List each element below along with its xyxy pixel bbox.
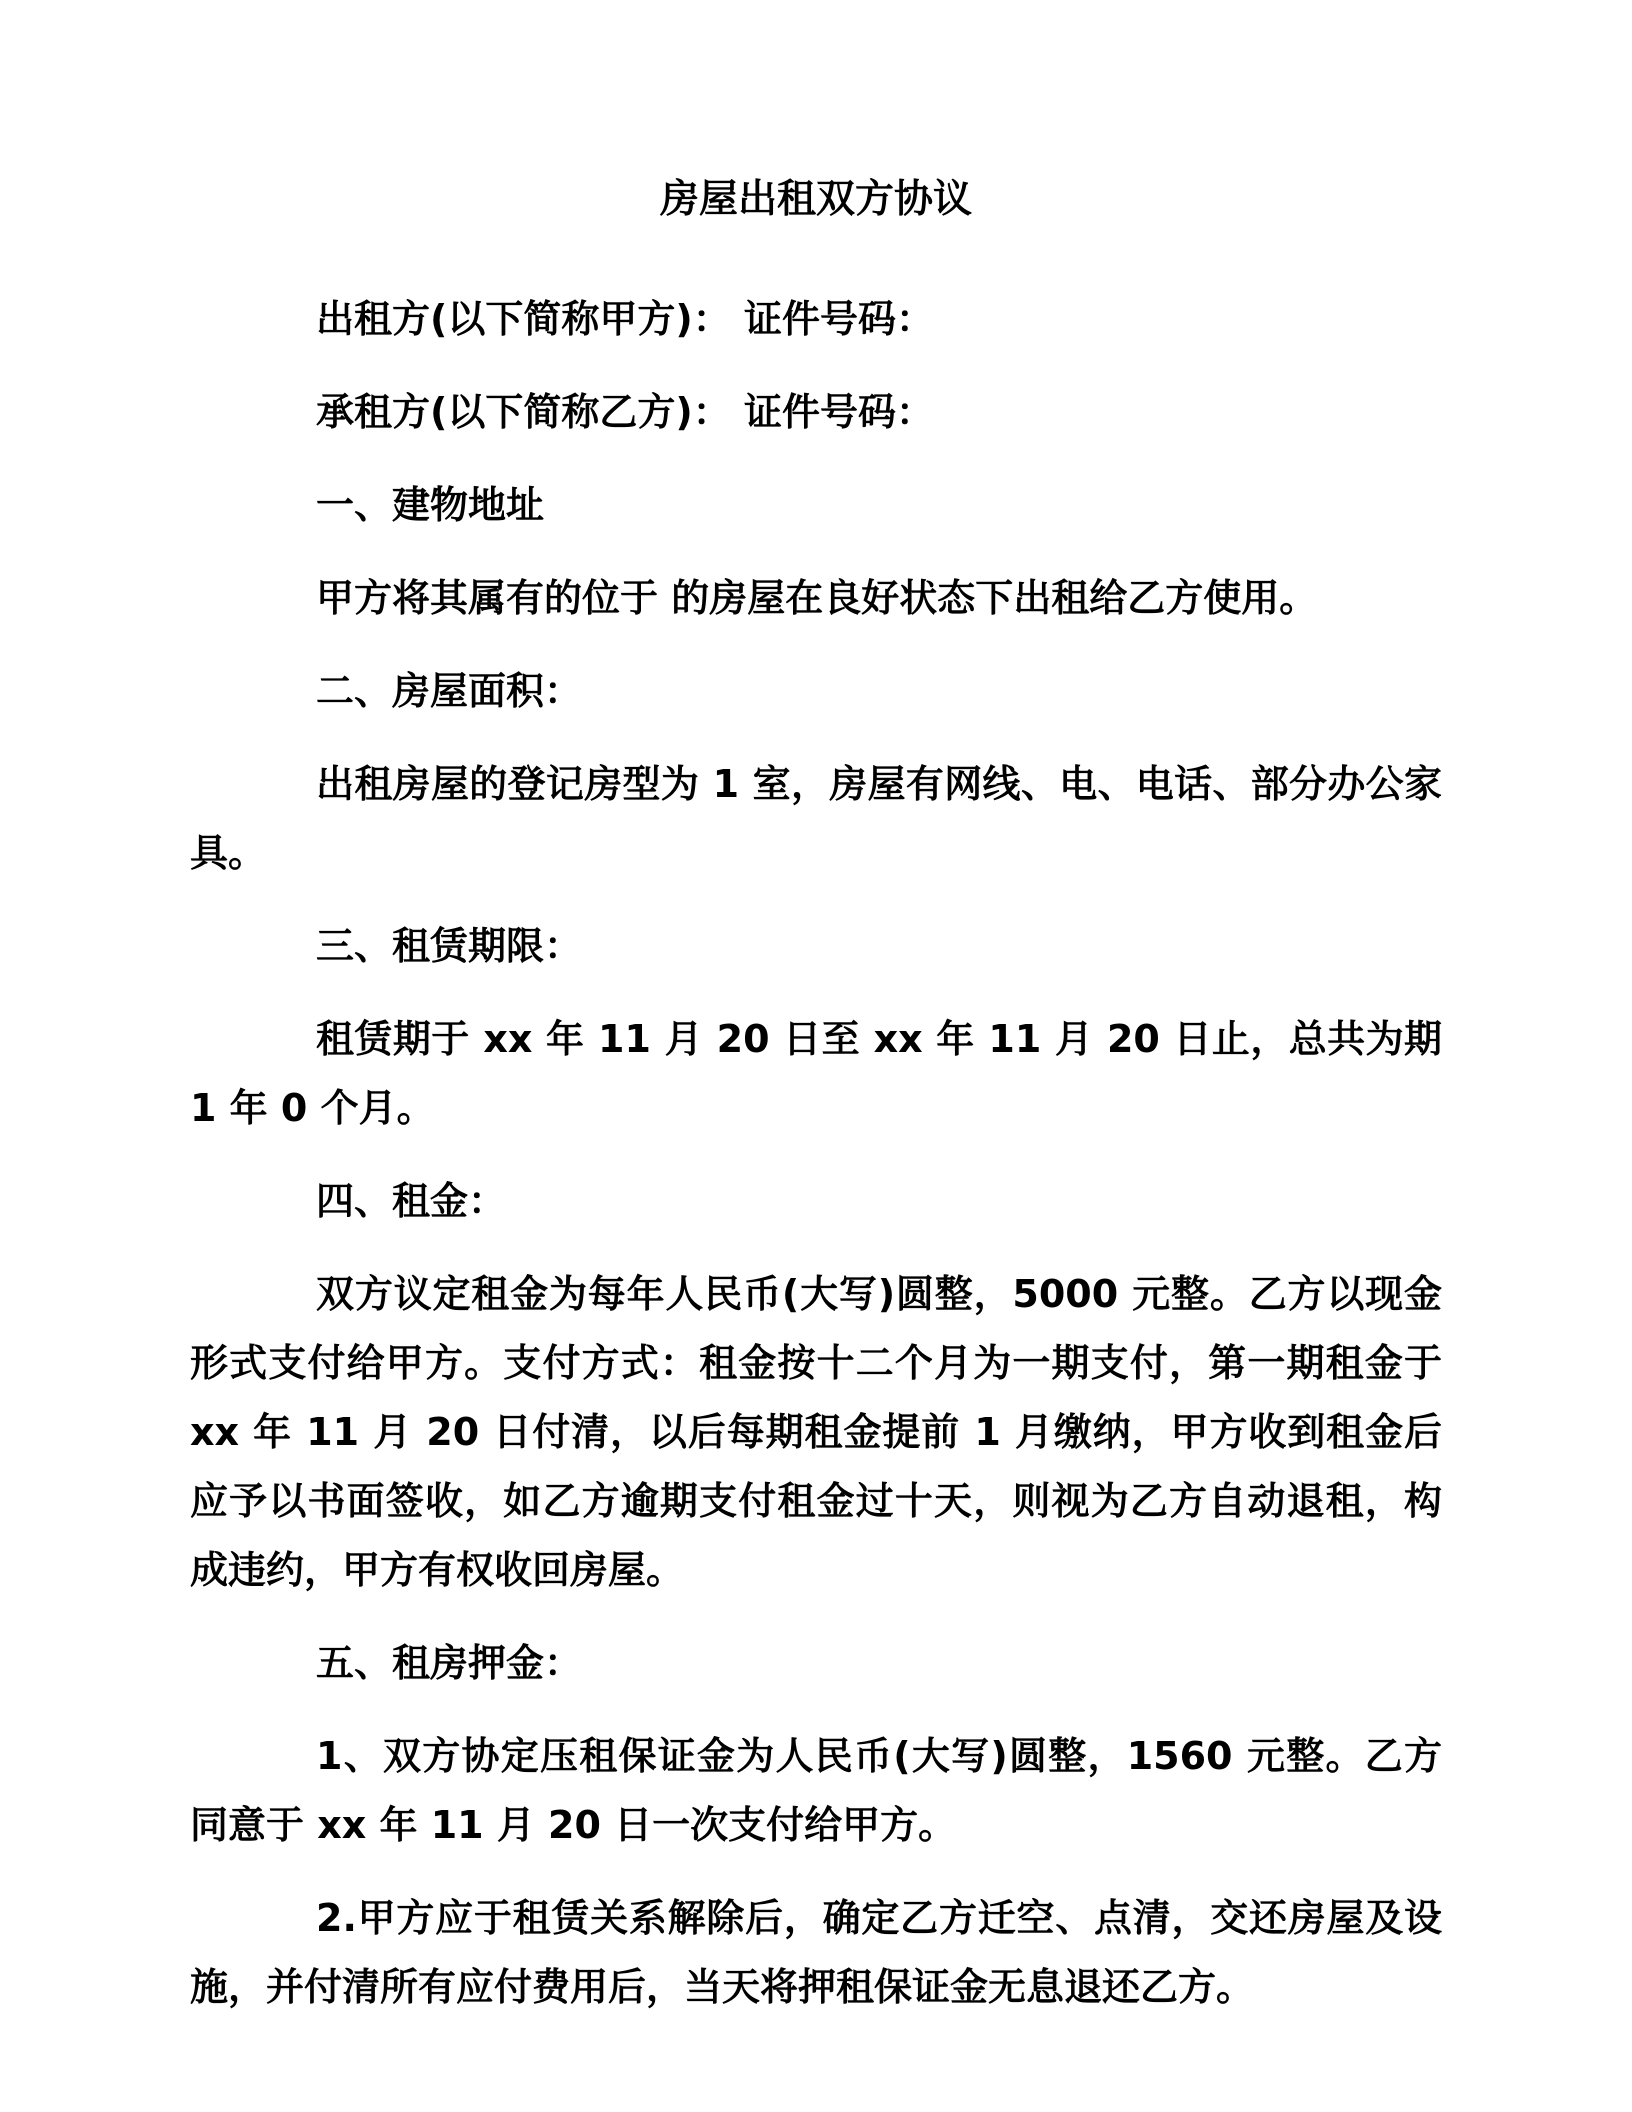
section-3-heading: 三、租赁期限： [316,924,583,968]
section-1-paragraph: 甲方将其属有的位于 的房屋在良好状态下出租给乙方使用。 [316,576,1318,620]
section-5-paragraph-2: 2.甲方应于租赁关系解除后，确定乙方迁空、点清，交还房屋及设施，并付清所有应付费用后，当天将押租保证金无息退还乙方。 [190,1896,1442,2009]
document-title: 房屋出租双方协议 [659,177,972,222]
party-line-lessor: 出租方(以下简称甲方)： 证件号码： [316,297,934,341]
section-4-heading: 四、租金： [316,1179,507,1223]
section-2-paragraph: 出租房屋的登记房型为 1 室，房屋有网线、电、电话、部分办公家具。 [190,762,1442,875]
section-5-paragraph-1: 1、双方协定压租保证金为人民币(大写)圆整，1560 元整。乙方同意于 xx 年 11 月 20 日一次支付给甲方。 [190,1734,1442,1847]
party-line-lessee: 承租方(以下简称乙方)： 证件号码： [316,390,934,434]
section-3-paragraph: 租赁期于 xx 年 11 月 20 日至 xx 年 11 月 20 日止，总共为期 1 年 0 个月。 [190,1017,1442,1130]
section-1-heading: 一、建物地址 [316,483,545,527]
section-4-paragraph: 双方议定租金为每年人民币(大写)圆整，5000 元整。乙方以现金形式支付给甲方。支付方式：租金按十二个月为一期支付，第一期租金于 xx 年 11 月 20 日付清，以后每期租金提前 1 月缴纳，甲方收到租金后应予以书面签收，如乙方逾期支付租金过十天，则视为乙方自动退租，构成违约，甲方有权收回房屋。 [190,1272,1442,1592]
section-2-heading: 二、房屋面积： [316,669,583,713]
section-5-heading: 五、租房押金： [316,1641,583,1685]
